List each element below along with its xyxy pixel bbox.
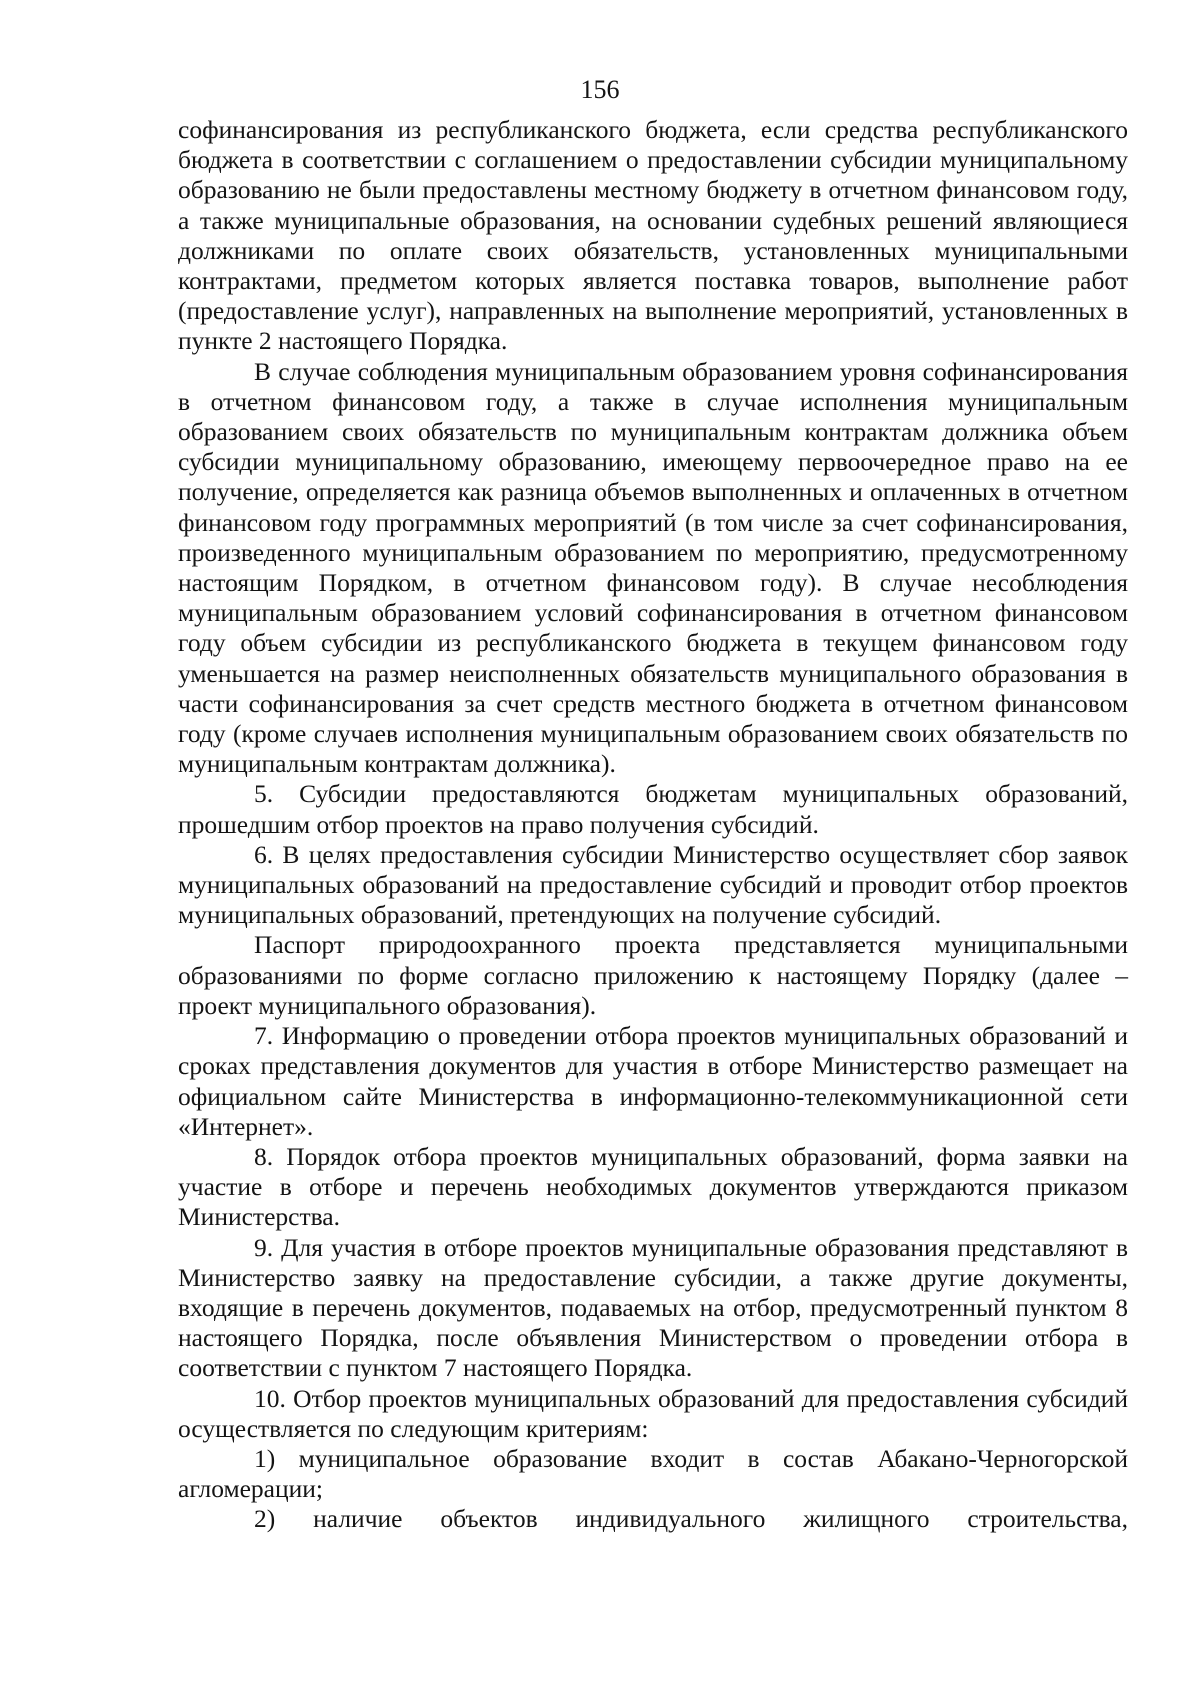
paragraph-continuation: софинансирования из республиканского бюджета, если средства республиканского бюджета в соответствии с соглашением о предоставлении субсидии муниципальному образованию не были предоставлены местному бюджету в отчетном финансовом году, а также муниципальные образования, на основании судебных решений являющиеся должниками по оплате своих обязательств, установленных муниципальными контрактами, предметом которых является поставка товаров, выполнение работ (предоставление услуг), направленных на выполнение мероприятий, установленных в пункте 2 настоящего Порядка.: [178, 115, 1128, 356]
paragraph-item-6: 6. В целях предоставления субсидии Министерство осуществляет сбор заявок муниципальных образований на предоставление субсидий и проводит отбор проектов муниципальных образований, претендующих на получение субсидий.: [178, 839, 1128, 930]
paragraph-item-7: 7. Информацию о проведении отбора проектов муниципальных образований и сроках представления документов для участия в отборе Министерство размещает на официальном сайте Министерства в информационно-телекоммуникационной сети «Интернет».: [178, 1021, 1128, 1141]
paragraph-item-8: 8. Порядок отбора проектов муниципальных образований, форма заявки на участие в отборе и перечень необходимых документов утверждаются приказом Министерства.: [178, 1141, 1128, 1232]
paragraph-cofinancing: В случае соблюдения муниципальным образованием уровня софинансирования в отчетном финансовом году, а также в случае исполнения муниципальным образованием своих обязательств по муниципальным контрактам должника объем субсидии муниципальному образованию, имеющему первоочередное право на ее получение, определяется как разница объемов выполненных и оплаченных в отчетном финансовом году программных мероприятий (в том числе за счет софинансирования, произведенного муниципальным образованием по мероприятию, предусмотренному настоящим Порядком, в отчетном финансовом году). В случае несоблюдения муниципальным образованием условий софинансирования в отчетном финансовом году объем субсидии из республиканского бюджета в текущем финансовом году уменьшается на размер неисполненных обязательств муниципального образования в части софинансирования за счет средств местного бюджета в отчетном финансовом году (кроме случаев исполнения муниципальным образованием своих обязательств по муниципальным контрактам должника).: [178, 356, 1128, 779]
paragraph-criterion-1: 1) муниципальное образование входит в состав Абакано-Черногорской агломерации;: [178, 1443, 1128, 1504]
page-number: 156: [580, 75, 620, 104]
paragraph-item-5: 5. Субсидии предоставляются бюджетам муниципальных образований, прошедшим отбор проектов на право получения субсидий.: [178, 779, 1128, 839]
paragraph-passport: Паспорт природоохранного проекта представляется муниципальными образованиями по форме согласно приложению к настоящему Порядку (далее – проект муниципального образования).: [178, 930, 1128, 1020]
paragraph-item-9: 9. Для участия в отборе проектов муниципальные образования представляют в Министерство заявку на предоставление субсидии, а также другие документы, входящие в перечень документов, подаваемых на отбор, предусмотренный пунктом 8 настоящего Порядка, после объявления Министерством о проведении отбора в соответствии с пунктом 7 настоящего Порядка.: [178, 1232, 1128, 1383]
document-body: [178, 115, 1128, 1535]
paragraph-criterion-2: 2) наличие объектов индивидуального жилищного строительства,: [254, 1504, 1128, 1534]
paragraph-item-10: 10. Отбор проектов муниципальных образований для предоставления субсидий осуществляется по следующим критериям:: [178, 1383, 1128, 1443]
